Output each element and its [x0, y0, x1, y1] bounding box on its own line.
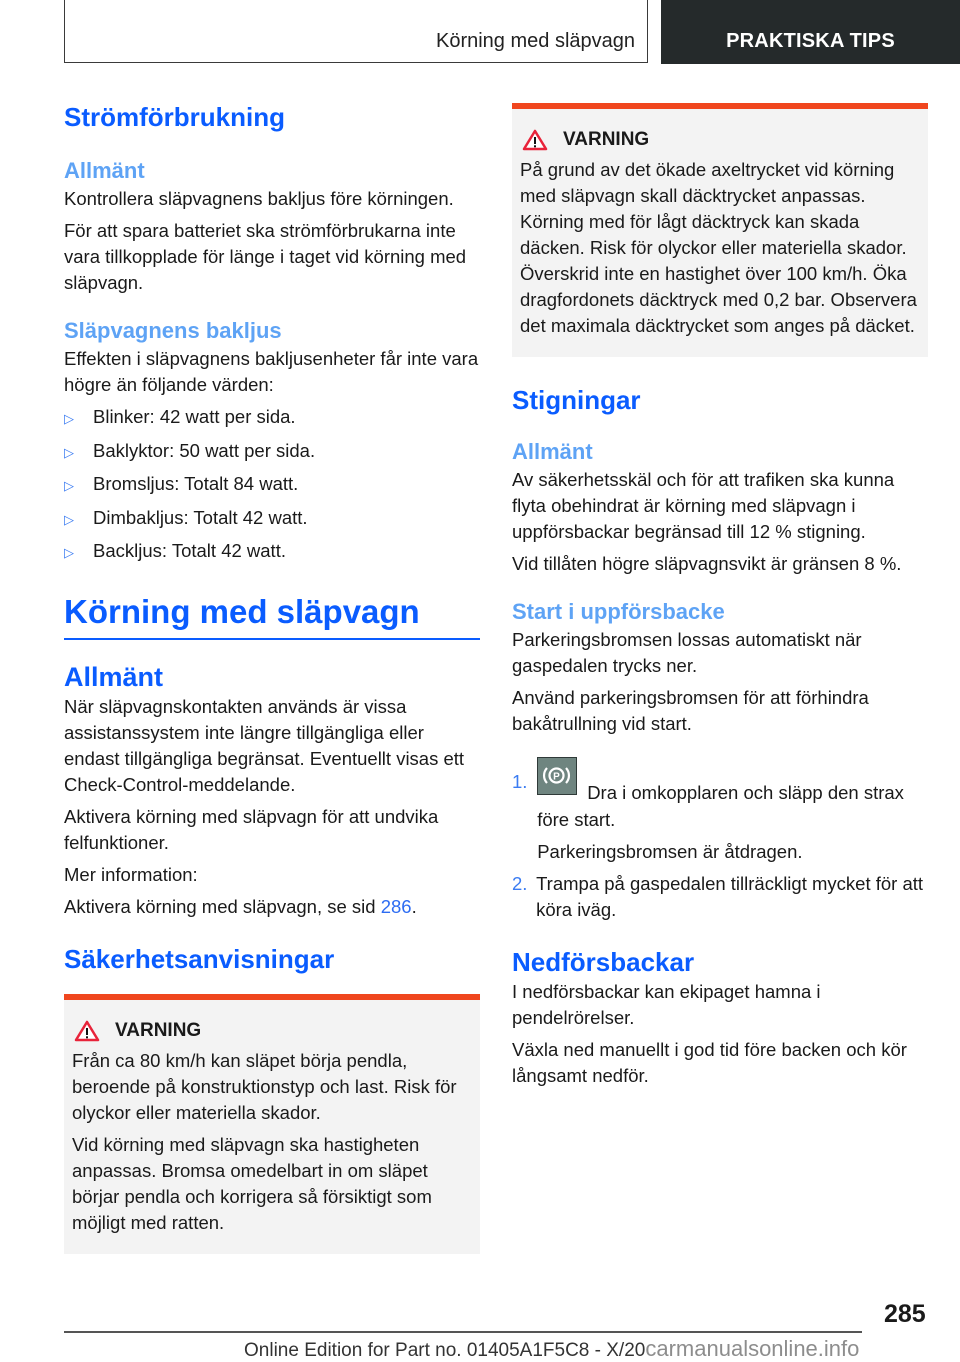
paragraph: Använd parkeringsbromsen för att förhindra bakåtrullning vid start. [512, 687, 869, 734]
list-item: ▷ Blinker: 42 watt per sida. [64, 404, 480, 432]
subsection-slapvagnens-bakljus: Släpvagnens bakljus [64, 318, 282, 343]
page-link-286[interactable]: 286 [380, 895, 412, 917]
footer-rule [64, 1331, 862, 1333]
parking-brake-icon [537, 757, 577, 795]
triangle-bullet-icon: ▷ [64, 411, 74, 426]
section-title-nedforsbackar: Nedförsbackar [512, 947, 695, 977]
header-chapter-tab [661, 0, 960, 64]
paragraph: Parkeringsbromsen lossas automatiskt när gaspedalen trycks ner. [512, 629, 862, 676]
svg-text:P: P [553, 771, 561, 783]
step-1: 1. P Dra i omkopplaren och släpp den strax före start. Parkeringsbromsen är åtdragen. [512, 769, 928, 865]
warning-paragraph: Från ca 80 km/h kan släpet börja pendla, beroende på konstruktionstyp och last. Risk för olyckor eller materiella skador. [72, 1049, 457, 1123]
paragraph: Kontrollera släpvagnens bakljus före körningen. [64, 188, 454, 209]
paragraph: I nedförsbackar kan ekipaget hamna i pendelrörelser. [512, 981, 821, 1028]
paragraph: För att spara batteriet ska strömförbrukarna inte vara tillkopplade för länge i taget vid körning med släpvagn. [64, 220, 467, 293]
warning-header: VARNING [520, 129, 920, 151]
header-chapter-label: PRAKTISKA TIPS [726, 30, 895, 52]
subsection-allmant: Allmänt [512, 439, 593, 464]
warning-box [64, 994, 480, 1254]
paragraph: Mer information: [64, 863, 198, 885]
paragraph: Av säkerhetsskäl och för att trafiken ska kunna flyta obehindrat är körning med släpvagn i uppförsbackar begränsad till 12 % stigning. [512, 469, 895, 542]
step-note: Parkeringsbromsen är åtdragen. [537, 841, 803, 862]
footer-line [244, 1336, 859, 1362]
paragraph-reference: Aktivera körning med släpvagn, se sid 286. [64, 895, 417, 917]
triangle-bullet-icon: ▷ [64, 444, 74, 460]
list-item: ▷ Dimbakljus: Totalt 42 watt. [64, 505, 480, 533]
section-title-sakerhetsanvisningar: Säkerhetsanvisningar [64, 943, 335, 974]
paragraph: Vid tillåten högre släpvagnsvikt är gränsen 8 %. [512, 553, 902, 574]
subsection-allmant: Allmänt [64, 158, 145, 183]
subsection-allmant-2: Allmänt [64, 661, 164, 692]
paragraph: Växla ned manuellt i god tid före backen och kör långsamt nedför. [512, 1039, 907, 1086]
warning-triangle-icon [74, 1020, 100, 1042]
list-item: ▷ Backljus: Totalt 42 watt. [64, 538, 480, 566]
step-number: 2. [512, 873, 528, 894]
page-number: 285 [884, 1300, 926, 1328]
edition-text: Online Edition for Part no. 01405A1F5C8 - X/20 [244, 1340, 646, 1361]
subsection-start-i-uppforsbacke: Start i uppförsbacke [512, 599, 725, 624]
triangle-bullet-icon: ▷ [64, 478, 74, 493]
step-number: 1. [512, 771, 528, 792]
section-title-stigningar: Stigningar [512, 385, 641, 415]
list-item: ▷ Bromsljus: Totalt 84 watt. [64, 471, 480, 499]
warning-triangle-icon [522, 129, 548, 151]
warning-box [512, 103, 928, 357]
paragraph: Effekten i släpvagnens bakljusenheter får inte vara högre än följande värden: [64, 348, 479, 395]
header-section-title: Körning med släpvagn [435, 30, 635, 52]
triangle-bullet-icon: ▷ [64, 511, 74, 527]
warning-paragraph: Vid körning med släpvagn ska hastigheten anpassas. Bromsa omedelbart in om släpet börjar pendla och korrigera så försiktigt som möjligt med ratten. [72, 1133, 432, 1233]
warning-paragraph: På grund av det ökade axeltrycket vid körning med släpvagn skall däcktrycket anpassas. Körning med för lågt däcktryck kan skada däcken. Risk för olyckor eller materiella skador. Överskrid inte en hastighet över 100 km/h. Öka dragfordonets däcktryck med 0,2 bar. Observera det maximala däcktrycket som anges på däcket. [520, 159, 917, 336]
right-column [512, 103, 928, 1089]
paragraph: Aktivera körning med släpvagn för att undvika felfunktioner. [64, 805, 439, 853]
section-title-stromforbrukning: Strömförbrukning [64, 102, 285, 132]
watermark: carmanualsonline.info [645, 1336, 860, 1361]
triangle-bullet-icon: ▷ [64, 545, 74, 560]
step-2: 2. Trampa på gaspedalen tillräckligt mycket för att köra iväg. [512, 871, 928, 923]
warning-header: VARNING [72, 1020, 472, 1042]
chapter-title-korning-med-slapvagn: Körning med släpvagn [64, 592, 420, 630]
left-column [64, 100, 480, 1254]
header-section-box [64, 0, 648, 63]
bullet-list [64, 404, 480, 566]
paragraph: När släpvagnskontakten används är vissa assistanssystem inte längre tillgängliga eller endast tillgängliga begränsat. Eventuellt visas ett Check-Control-meddelande. [64, 695, 465, 795]
list-item: ▷ Baklyktor: 50 watt per sida. [64, 438, 480, 466]
